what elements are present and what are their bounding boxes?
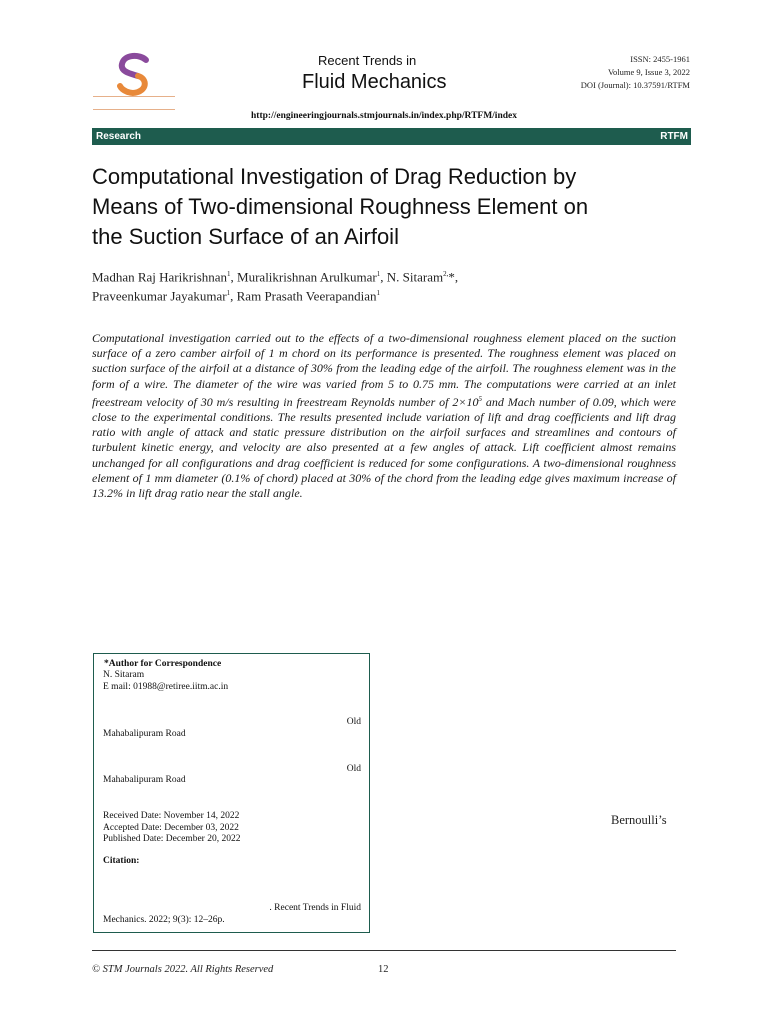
section-bar (92, 128, 691, 145)
title-line: Computational Investigation of Drag Reduction by (92, 164, 577, 189)
correspondence-heading: *Author for Correspondence (104, 659, 222, 669)
address-fragment: Old (346, 764, 361, 774)
published-date: Published Date: December 20, 2022 (103, 834, 241, 844)
logo-divider (93, 109, 175, 110)
citation-fragment: Mechanics. 2022; 9(3): 12–26p. (103, 915, 225, 925)
journal-name: Fluid Mechanics (302, 71, 447, 93)
citation-fragment: . Recent Trends in Fluid (269, 903, 361, 913)
issn: ISSN: 2455-1961 (630, 54, 690, 64)
journal-title-top: Recent Trends in (318, 53, 417, 68)
title-line: Means of Two-dimensional Roughness Element on (92, 194, 589, 219)
accepted-date: Accepted Date: December 03, 2022 (103, 823, 239, 833)
correspondence-email-link[interactable]: E mail: 01988@retiree.iitm.ac.in (103, 682, 229, 692)
footer-divider (92, 950, 676, 951)
author-name: Madhan Raj Harikrishnan (92, 269, 228, 285)
correspondence-name: N. Sitaram (103, 670, 145, 680)
author-name: Muralikrishnan Arulkumar (237, 269, 377, 285)
journal-logo-icon (110, 50, 158, 98)
corresponding-mark: *, (448, 269, 459, 285)
author-name: N. Sitaram (386, 269, 444, 285)
correspondence-box (93, 653, 370, 933)
doi: DOI (Journal): 10.37591/RTFM (580, 80, 690, 90)
section-label: Research (96, 131, 142, 142)
title-line: the Suction Surface of an Airfoil (92, 224, 399, 249)
page-number: 12 (378, 964, 389, 975)
logo-divider (93, 96, 175, 97)
address-fragment: Mahabalipuram Road (103, 729, 186, 739)
body-text-fragment: Bernoulli’s (611, 813, 667, 827)
author-list: Madhan Raj Harikrishnan$^1$, Muralikrishnan Arulkumar$^1$, N. Sitaram$^{2,}$*, Praveenkumar Jayakumar$^1$, Ram Prasath Veerapandian$^1$ (92, 269, 459, 304)
copyright-notice: © STM Journals 2022. All Rights Reserved (92, 964, 274, 975)
citation-label: Citation: (103, 856, 140, 866)
address-fragment: Mahabalipuram Road (103, 775, 186, 785)
abstract: Computational investigation carried out to the effects of a two-dimensional roughness element placed on the suction surface of a zero camber airfoil of 1 m chord on its performance is presented. The roughness element was placed on suction surface of the airfoil at a distance of 30% from the leading edge of the airfoil. The roughness element was in the form of a wire. The diameter of the wire was varied from 5 to 0.75 mm. The computations were carried at an inlet freestream velocity of 30 m/s resulting in freestream Reynolds number of $2\times 10^5$ and Mach number of 0.09, which were close to the experimental conditions. The results presented include variation of lift and drag coefficients and lift drag ratio with angle of attack and static pressure distribution on the airfoil surfaces and streamlines and contours of turbulent kinetic energy, and velocity are also presented at a few angles of attack. Lift coefficient almost remains unchanged for all configurations and drag coefficient is reduced for some configurations. A two-dimensional roughness element of 1 mm diameter (0.1% of chord) placed at 30% of the chord from the leading edge gives maximum increase of 13.2% in lift drag ratio near the stall angle. (92, 331, 676, 501)
affiliation-mark: 1 (376, 289, 380, 298)
affiliation-mark: 1 (227, 270, 231, 278)
received-date: Received Date: November 14, 2022 (103, 811, 240, 821)
author-name: Ram Prasath Veerapandian (236, 288, 377, 304)
journal-url-link[interactable]: http://engineeringjournals.stmjournals.in/index.php/RTFM/index (251, 111, 517, 121)
journal-abbrev: RTFM (660, 131, 688, 142)
affiliation-mark: 1 (226, 289, 231, 298)
author-name: Praveenkumar Jayakumar (92, 288, 227, 304)
address-fragment: Old (346, 717, 361, 727)
volume-issue: Volume 9, Issue 3, 2022 (607, 67, 690, 77)
affiliation-mark: 1 (376, 270, 381, 278)
affiliation-mark: 2, (443, 270, 449, 278)
paper-title (92, 162, 692, 252)
journal-meta (581, 53, 690, 92)
